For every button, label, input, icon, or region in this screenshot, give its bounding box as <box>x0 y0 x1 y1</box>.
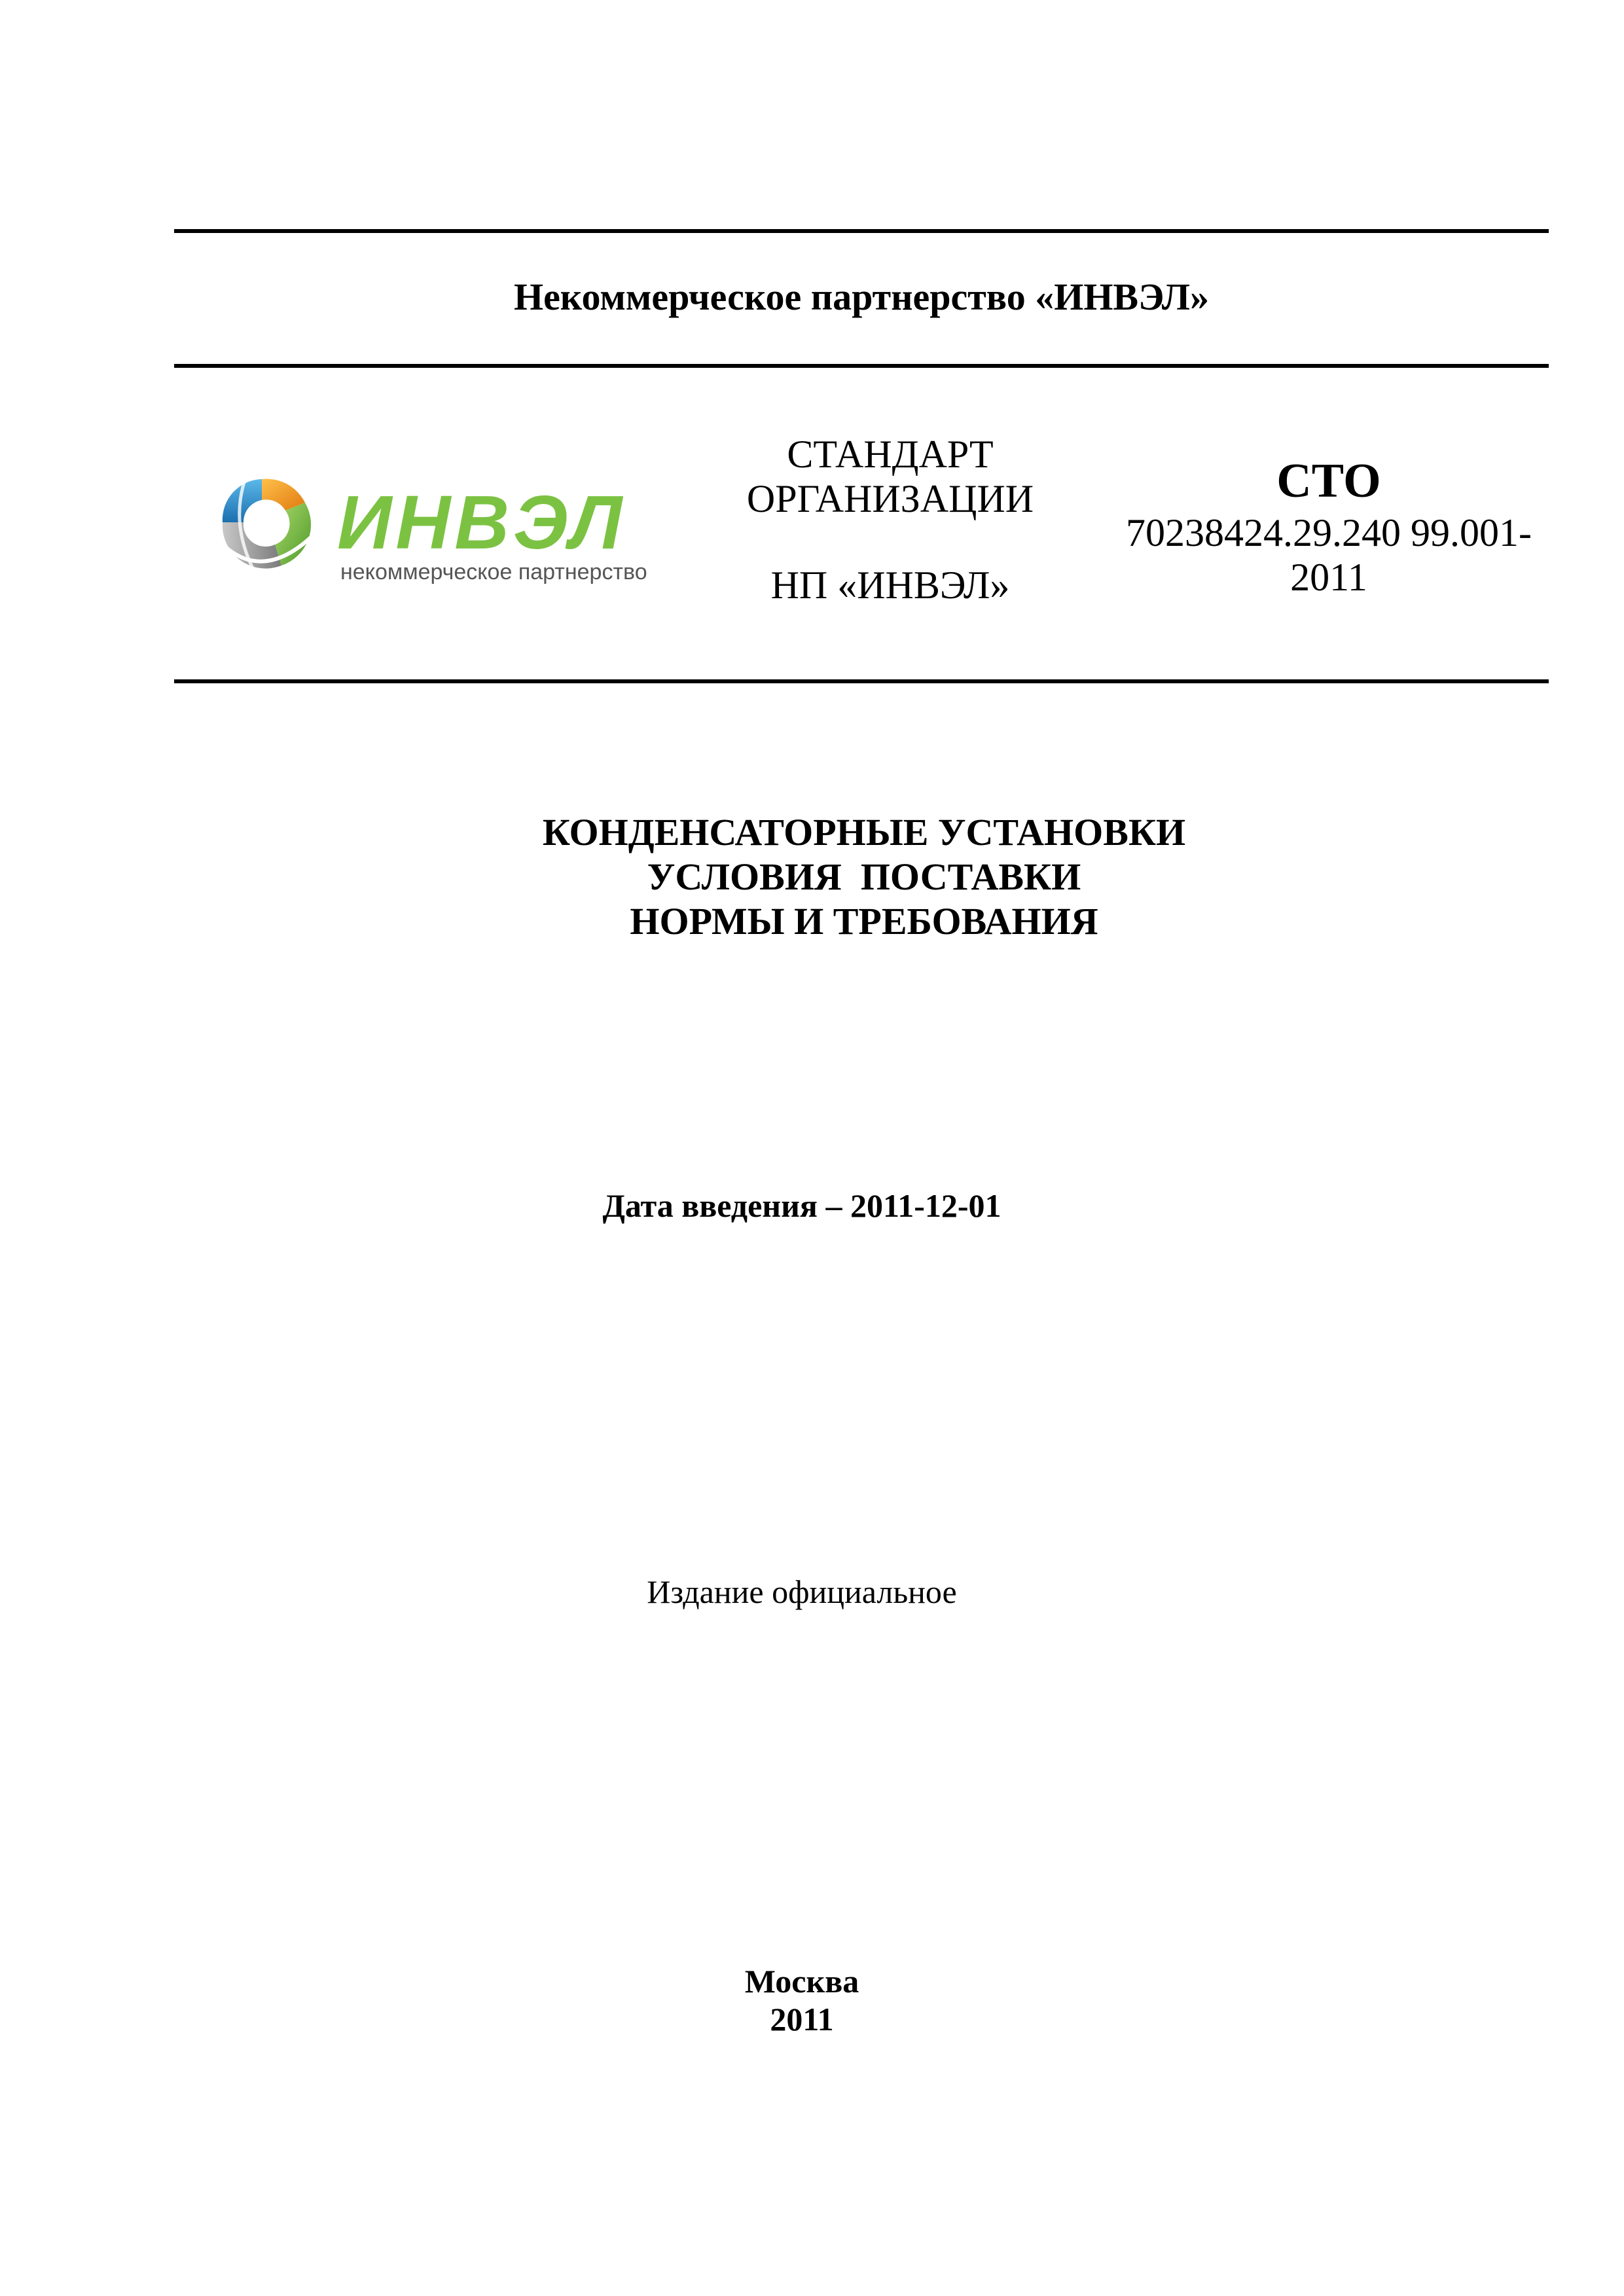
globe-emblem-icon <box>221 476 312 573</box>
standard-type-block <box>720 432 1060 607</box>
invel-logo <box>183 445 694 602</box>
designation-label: СТО <box>1276 454 1381 508</box>
title-block-bottom-rule <box>174 679 1549 683</box>
publication-year: 2011 <box>770 2001 834 2037</box>
designation-block <box>1100 452 1558 600</box>
logo-wordmark: ИНВЭЛ <box>337 480 626 565</box>
document-title-line-2: УСЛОВИЯ ПОСТАВКИ <box>647 855 1081 898</box>
standard-line-1: СТАНДАРТ <box>787 433 994 476</box>
publication-city: Москва <box>744 1963 859 2000</box>
introduction-date: Дата введения – 2011-12-01 <box>602 1187 1001 1224</box>
designation-number-line-1: 70238424.29.240 99.001- <box>1126 511 1532 554</box>
edition-note: Издание официальное <box>647 1573 957 1610</box>
standard-line-3: НП «ИНВЭЛ» <box>770 564 1010 607</box>
top-rule <box>174 229 1549 233</box>
document-title-line-1: КОНДЕНСАТОРНЫЕ УСТАНОВКИ <box>542 811 1186 853</box>
designation-number-line-2: 2011 <box>1290 556 1367 599</box>
header-bottom-rule <box>174 364 1549 368</box>
document-title-line-3: НОРМЫ И ТРЕБОВАНИЯ <box>630 900 1098 942</box>
document-title <box>196 810 1532 944</box>
organization-title: Некоммерческое партнерство «ИНВЭЛ» <box>513 276 1210 318</box>
publication-place-year <box>458 1962 1146 2038</box>
logo-tagline: некоммерческое партнерство <box>340 560 647 584</box>
standard-line-2: ОРГАНИЗАЦИИ <box>746 477 1034 520</box>
